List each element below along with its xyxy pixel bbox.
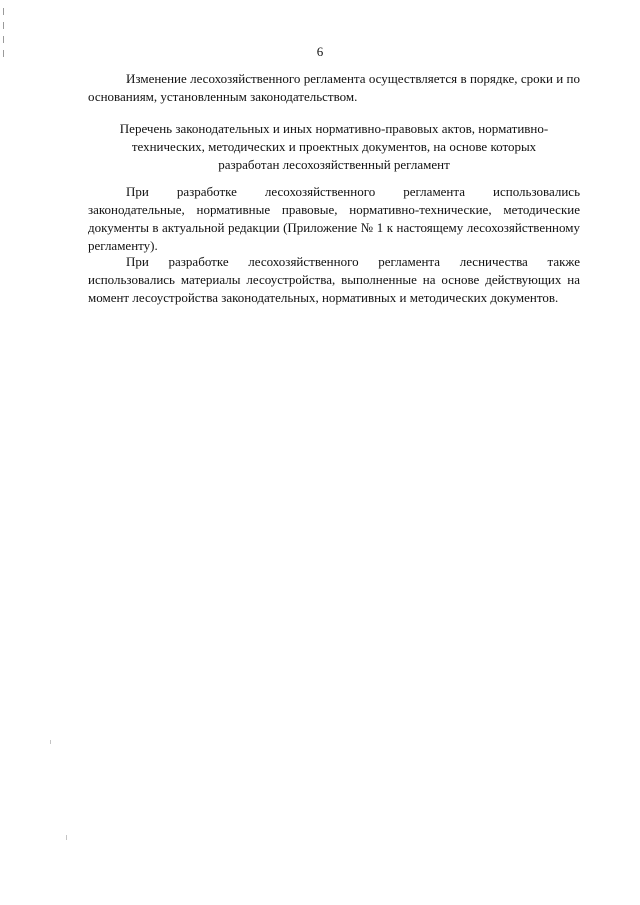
scan-speck [66, 835, 67, 840]
section-heading-line-1: Перечень законодательных и иных нормативно-правовых актов, нормативно- [119, 121, 549, 136]
section-heading-line-3: разработан лесохозяйственный регламент [218, 157, 450, 172]
amendment-paragraph-block [88, 70, 580, 106]
development-paragraph-block [88, 183, 580, 255]
amendment-paragraph: Изменение лесохозяйственного регламента осуществляется в порядке, сроки и по основаниям, установленным законодательством. [88, 71, 580, 104]
section-heading-line-2: технических, методических и проектных документов, на основе которых [131, 139, 537, 154]
development-paragraph: При разработке лесохозяйственного регламента использовались законодательные, нормативные правовые, нормативно-технические, методические документы в актуальной редакции (Приложение № 1 к настоящему лесохозяйственному регламенту). [88, 184, 580, 253]
section-heading [88, 120, 580, 174]
materials-paragraph: При разработке лесохозяйственного регламента лесничества также использовались материалы лесоустройства, выполненные на основе действующих на момент лесоустройства законодательных, нормативных и методических документов. [88, 254, 580, 305]
page-number: 6 [316, 44, 324, 59]
scan-speck [50, 740, 51, 744]
materials-paragraph-block [88, 253, 580, 307]
